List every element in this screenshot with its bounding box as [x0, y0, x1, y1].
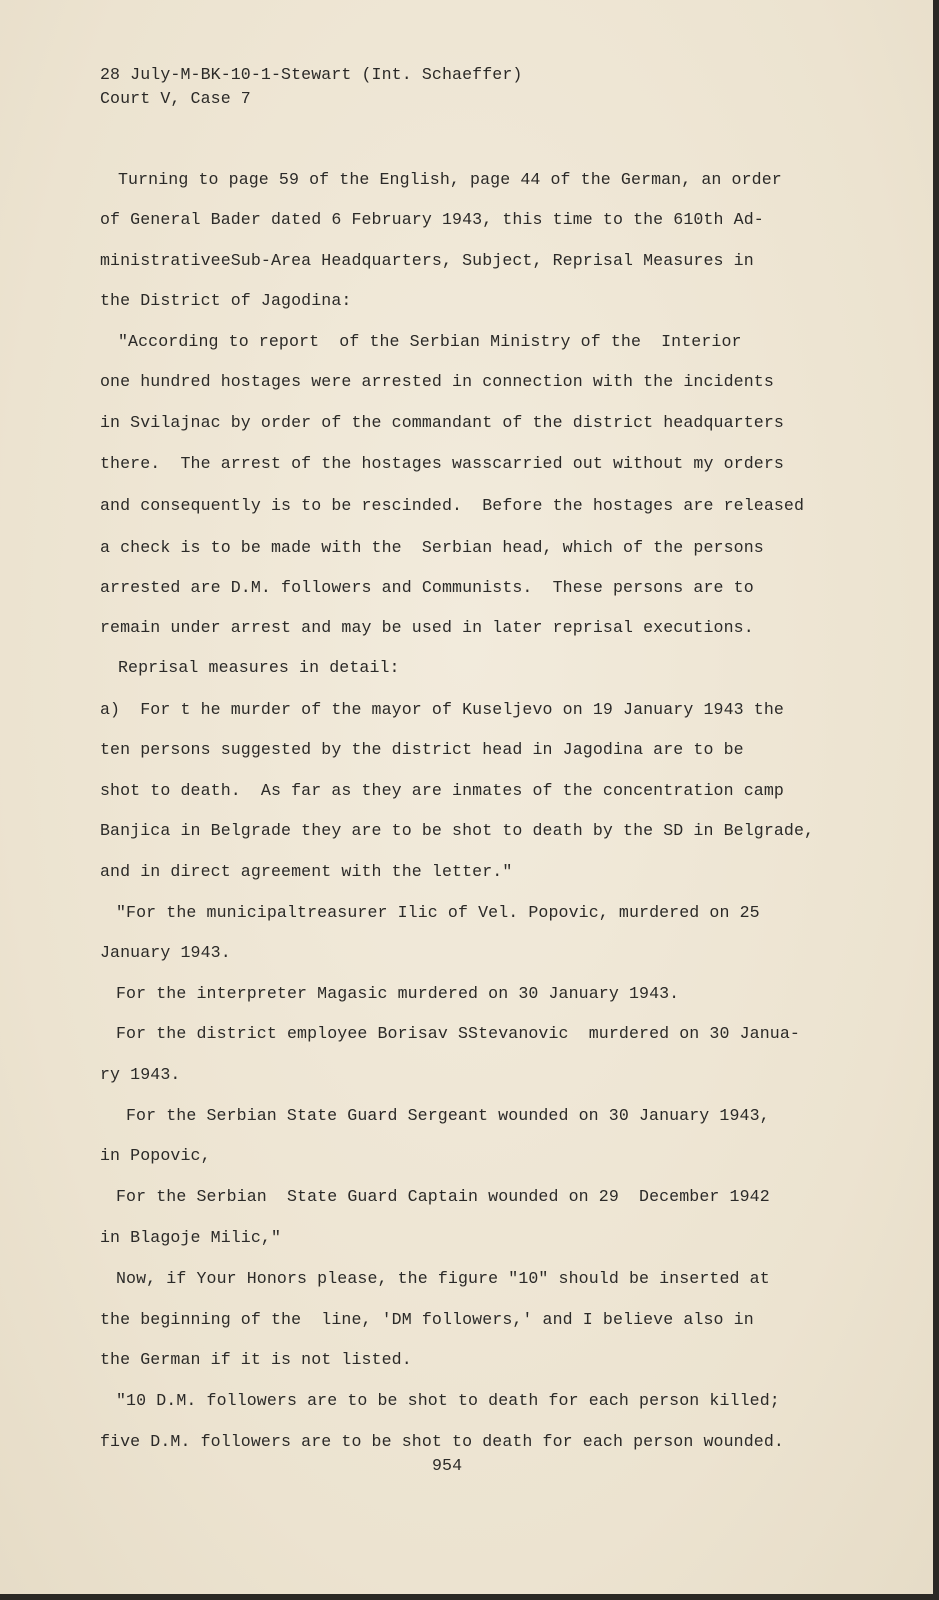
body-line: For the district employee Borisav SStevanovic murdered on 30 Janua- — [116, 1024, 800, 1043]
body-line: For the interpreter Magasic murdered on 30 January 1943. — [116, 984, 680, 1003]
body-line: there. The arrest of the hostages wasscarried out without my orders — [100, 454, 784, 473]
body-line: arrested are D.M. followers and Communists. These persons are to — [100, 578, 754, 597]
header-line: 28 July-M-BK-10-1-Stewart (Int. Schaeffer) — [100, 65, 523, 84]
body-line: and in direct agreement with the letter." — [100, 862, 513, 881]
body-line: remain under arrest and may be used in later reprisal executions. — [100, 618, 754, 637]
body-line: in Popovic, — [100, 1146, 211, 1165]
body-line: For the Serbian State Guard Captain wounded on 29 December 1942 — [116, 1187, 770, 1206]
body-line: the beginning of the line, 'DM followers,' and I believe also in — [100, 1310, 754, 1329]
body-line: five D.M. followers are to be shot to death for each person wounded. — [100, 1432, 784, 1451]
body-line: in Blagoje Milic," — [100, 1228, 282, 1247]
body-line: and consequently is to be rescinded. Before the hostages are released — [100, 496, 805, 515]
body-line: Banjica in Belgrade they are to be shot to death by the SD in Belgrade, — [100, 821, 815, 840]
body-line: ministrativeeSub-Area Headquarters, Subject, Reprisal Measures in — [100, 251, 754, 270]
body-line: of General Bader dated 6 February 1943, this time to the 610th Ad- — [100, 210, 764, 229]
body-line: the District of Jagodina: — [100, 291, 352, 310]
body-line: For the Serbian State Guard Sergeant wounded on 30 January 1943, — [126, 1106, 770, 1125]
body-line: a) For t he murder of the mayor of Kuseljevo on 19 January 1943 the — [100, 700, 784, 719]
body-line: the German if it is not listed. — [100, 1350, 412, 1369]
body-line: in Svilajnac by order of the commandant of the district headquarters — [100, 413, 784, 432]
page-number: 954 — [432, 1456, 463, 1475]
body-line: "According to report of the Serbian Ministry of the Interior — [118, 332, 742, 351]
header-line: Court V, Case 7 — [100, 89, 251, 108]
body-line: "10 D.M. followers are to be shot to death for each person killed; — [116, 1391, 780, 1410]
body-line: January 1943. — [100, 943, 231, 962]
body-line: ten persons suggested by the district head in Jagodina are to be — [100, 740, 744, 759]
body-line: ry 1943. — [100, 1065, 181, 1084]
body-line: Reprisal measures in detail: — [118, 658, 400, 677]
body-line: Turning to page 59 of the English, page 44 of the German, an order — [118, 170, 782, 189]
body-line: "For the municipaltreasurer Ilic of Vel. Popovic, murdered on 25 — [116, 903, 760, 922]
body-line: one hundred hostages were arrested in connection with the incidents — [100, 372, 774, 391]
body-line: a check is to be made with the Serbian head, which of the persons — [100, 538, 764, 557]
body-line: Now, if Your Honors please, the figure "10" should be inserted at — [116, 1269, 770, 1288]
body-line: shot to death. As far as they are inmates of the concentration camp — [100, 781, 784, 800]
